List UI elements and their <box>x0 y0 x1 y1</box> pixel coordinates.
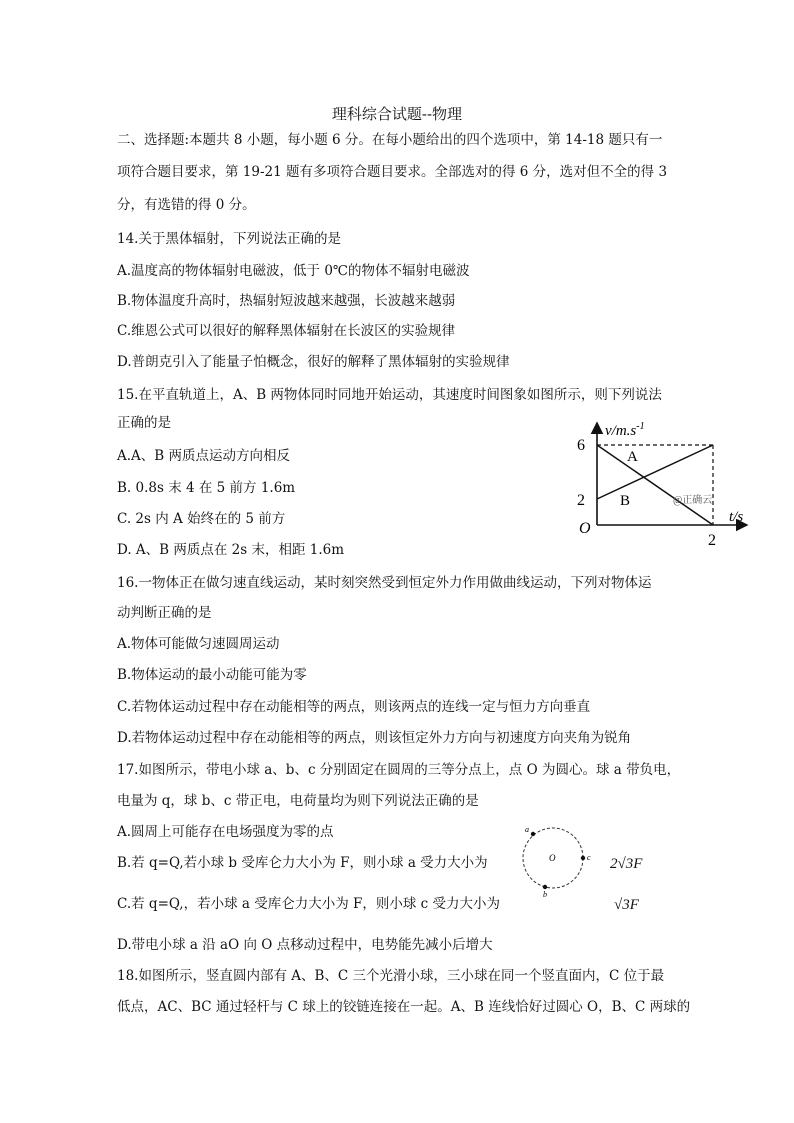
q16-stem-1: 16.一物体正在做匀速直线运动，某时刻突然受到恒定外力作用做曲线运动，下列对物体运 <box>117 575 652 591</box>
q14-option-b: B.物体温度升高时，热辐射短波越来越强，长波越来越弱 <box>117 293 456 309</box>
y-tick-2: 2 <box>577 492 585 509</box>
line-a <box>597 445 713 525</box>
q14-option-c: C.维恩公式可以很好的解释黑体辐射在长波区的实验规律 <box>117 323 456 339</box>
x-tick-2: 2 <box>708 532 716 549</box>
charge-a-label: a <box>525 825 529 834</box>
origin-label: O <box>579 520 591 537</box>
intro-line-3: 分，有选错的得 0 分。 <box>117 197 256 213</box>
intro-line-2: 项符合题目要求，第 19-21 题有多项符合题目要求。全部选对的得 6 分，选对但不全的得 3 <box>117 164 668 180</box>
q16-option-c: C.若物体运动过程中存在动能相等的两点，则该两点的连线一定与恒力方向垂直 <box>117 699 591 715</box>
charge-circle-diagram <box>515 820 595 900</box>
q17-option-c: C.若 q=Q,，若小球 a 受库仑力大小为 F，则小球 c 受力大小为 <box>117 896 501 912</box>
line-b-label: B <box>620 493 631 509</box>
center-label: O <box>549 853 556 863</box>
y-axis-label: $v/m.s^{-1}$ <box>605 421 645 439</box>
line-a-label: A <box>627 449 638 465</box>
q14-option-d: D.普朗克引入了能量子怕概念，很好的解释了黑体辐射的实验规律 <box>117 354 510 370</box>
y-tick-6: 6 <box>577 437 585 454</box>
q18-stem-1: 18.如图所示，竖直圆内部有 A、B、C 三个光滑小球，三小球在同一个竖直面内，C 位于最 <box>117 968 665 984</box>
charge-b-dot <box>543 885 547 889</box>
formula-option-c: √3F <box>614 897 639 913</box>
formula-option-b: 2√3F <box>610 856 643 872</box>
x-axis-label: t/s <box>729 509 744 525</box>
q15-option-a: A.A、B 两质点运动方向相反 <box>117 448 291 464</box>
line-b <box>597 445 713 499</box>
q17-stem-2: 电量为 q，球 b、c 带正电，电荷量均为则下列说法正确的是 <box>117 793 479 809</box>
q14-option-a: A.温度高的物体辐射电磁波，低于 0℃的物体不辐射电磁波 <box>117 263 470 279</box>
watermark: @正确云 <box>673 495 713 506</box>
q17-option-a: A.圆周上可能存在电场强度为零的点 <box>117 824 334 840</box>
velocity-time-graph <box>565 415 765 555</box>
q15-option-d: D. A、B 两质点在 2s 末，相距 1.6m <box>117 542 345 558</box>
q14-stem: 14.关于黑体辐射，下列说法正确的是 <box>117 231 341 247</box>
charge-c-label: c <box>587 853 591 862</box>
q15-option-c: C. 2s 内 A 始终在的 5 前方 <box>117 511 286 527</box>
q15-option-b: B. 0.8s 末 4 在 5 前方 1.6m <box>117 480 296 496</box>
q16-option-a: A.物体可能做匀速圆周运动 <box>117 636 280 652</box>
charge-a-dot <box>531 832 535 836</box>
q15-stem-1: 15.在平直轨道上，A、B 两物体同时同地开始运动，其速度时间图象如图所示，则下列说法 <box>117 387 662 403</box>
page-title: 理科综合试题--物理 <box>331 105 463 123</box>
q18-stem-2: 低点，AC、BC 通过轻杆与 C 球上的铰链连接在一起。A、B 连线恰好过圆心 O，B、C 两球的 <box>117 999 691 1015</box>
intro-line-1: 二、选择题:本题共 8 小题，每小题 6 分。在每小题给出的四个选项中，第 14-18 题只有一 <box>117 132 663 148</box>
q17-stem-1: 17.如图所示，带电小球 a、b、c 分别固定在圆周的三等分点上，点 O 为圆心。球 a 带负电， <box>117 762 681 778</box>
charge-b-label: b <box>543 890 547 899</box>
q16-option-b: B.物体运动的最小动能可能为零 <box>117 667 307 683</box>
q16-option-d: D.若物体运动过程中存在动能相等的两点，则该恒定外力方向与初速度方向夹角为锐角 <box>117 730 632 746</box>
q17-option-b: B.若 q=Q,若小球 b 受库仑力大小为 F，则小球 a 受力大小为 <box>117 855 488 871</box>
q16-stem-2: 动判断正确的是 <box>117 605 212 621</box>
charge-c-dot <box>581 856 585 860</box>
q15-stem-2: 正确的是 <box>117 415 171 431</box>
q17-option-d: D.带电小球 a 沿 aO 向 O 点移动过程中，电势能先减小后增大 <box>117 937 493 953</box>
